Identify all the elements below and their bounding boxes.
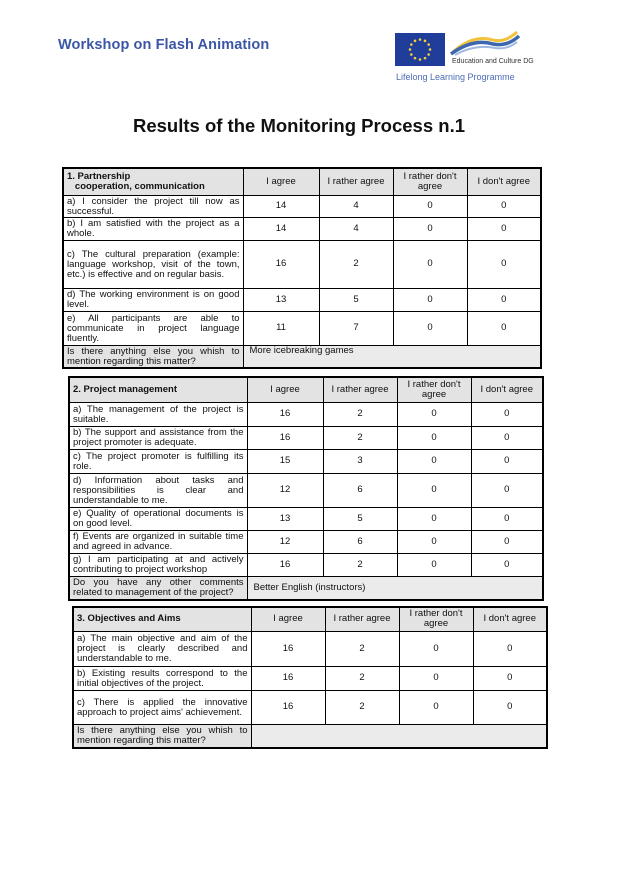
question: d) Information about tasks and responsibilities is clear and understandable to me. [69,473,247,507]
count-rather-agree: 4 [319,195,393,217]
section-title: 1. Partnership cooperation, communication [63,168,243,195]
count-rather-agree: 2 [323,553,397,576]
count-disagree: 0 [471,473,543,507]
count-agree: 14 [243,195,319,217]
count-rather-agree: 6 [323,530,397,553]
count-disagree: 0 [473,690,547,724]
table-row [63,217,541,240]
count-agree: 16 [247,402,323,426]
eu-flag-icon [395,33,445,66]
eu-star-icon [414,57,417,60]
count-rather-disagree: 0 [399,690,473,724]
count-rather-agree: 2 [323,426,397,449]
question: d) The working environment is on good level. [63,288,243,311]
eu-star-icon [424,57,427,60]
count-agree: 14 [243,217,319,240]
col-header-agree: I agree [243,168,319,195]
document-title: Results of the Monitoring Process n.1 [132,115,465,136]
count-agree: 16 [251,666,325,690]
count-agree: 11 [243,311,319,345]
count-rather-agree: 2 [325,631,399,666]
count-rather-agree: 2 [323,402,397,426]
count-rather-disagree: 0 [397,530,471,553]
question: e) Quality of operational documents is on good level. [69,507,247,530]
section-title: 2. Project management [69,377,247,402]
eu-star-icon [427,53,430,56]
count-disagree: 0 [471,426,543,449]
col-header-disagree: I don't agree [467,168,541,195]
count-rather-agree: 4 [319,217,393,240]
table-row [69,553,543,576]
eu-star-icon [424,40,427,43]
eu-star-icon [429,48,432,51]
count-agree: 16 [247,426,323,449]
count-rather-disagree: 0 [393,288,467,311]
table-row [69,426,543,449]
table-row [69,402,543,426]
count-rather-disagree: 0 [397,402,471,426]
count-agree: 12 [247,473,323,507]
count-agree: 16 [251,690,325,724]
table-row [63,288,541,311]
question: f) Events are organized in suitable time and agreed in advance. [69,530,247,553]
table-row [63,240,541,288]
table-row [69,507,543,530]
question: b) I am satisfied with the project as a whole. [63,217,243,240]
count-rather-agree: 2 [319,240,393,288]
count-rather-disagree: 0 [399,631,473,666]
col-header-rather-agree: I rather agree [319,168,393,195]
table-row [69,473,543,507]
count-rather-agree: 5 [323,507,397,530]
col-header-disagree: I don't agree [471,377,543,402]
education-culture-logo [449,28,521,56]
workshop-title: Workshop on Flash Animation [58,37,270,53]
count-agree: 15 [247,449,323,473]
question: g) I am participating at and actively contributing to project workshop [69,553,247,576]
eu-star-icon [410,43,413,46]
col-header-agree: I agree [247,377,323,402]
count-rather-disagree: 0 [397,449,471,473]
section-objectives-table [72,606,548,749]
count-rather-disagree: 0 [393,240,467,288]
question: a) The main objective and aim of the project is clearly described and understandable to me. [73,631,251,666]
count-disagree: 0 [467,195,541,217]
count-rather-disagree: 0 [393,217,467,240]
comment-row [63,345,541,368]
count-agree: 13 [247,507,323,530]
count-rather-agree: 7 [319,311,393,345]
col-header-disagree: I don't agree [473,607,547,631]
section-partnership-table [62,167,542,369]
count-disagree: 0 [471,449,543,473]
count-agree: 12 [247,530,323,553]
count-disagree: 0 [473,666,547,690]
count-disagree: 0 [467,217,541,240]
col-header-rather-disagree: I rather don't agree [399,607,473,631]
question: c) The cultural preparation (example: language workshop, visit of the town, etc.) is effective and on regular basis. [63,240,243,288]
count-rather-disagree: 0 [397,426,471,449]
col-header-rather-disagree: I rather don't agree [393,168,467,195]
comment-answer [251,724,547,748]
eu-star-icon [419,38,422,41]
count-disagree: 0 [467,240,541,288]
count-rather-agree: 3 [323,449,397,473]
count-disagree: 0 [473,631,547,666]
question: c) The project promoter is fulfilling its role. [69,449,247,473]
question: b) The support and assistance from the project promoter is adequate. [69,426,247,449]
question: e) All participants are able to communicate in project language fluently. [63,311,243,345]
count-disagree: 0 [467,288,541,311]
eu-star-icon [414,40,417,43]
comment-question: Is there anything else you whish to mention regarding this matter? [73,724,251,748]
count-disagree: 0 [467,311,541,345]
table-row [63,195,541,217]
question: a) The management of the project is suitable. [69,402,247,426]
eu-star-icon [409,48,412,51]
col-header-rather-disagree: I rather don't agree [397,377,471,402]
col-header-rather-agree: I rather agree [325,607,399,631]
eu-star-icon [427,43,430,46]
comment-question: Do you have any other comments related to management of the project? [69,576,247,600]
count-disagree: 0 [471,553,543,576]
count-rather-agree: 5 [319,288,393,311]
question: b) Existing results correspond to the initial objectives of the project. [73,666,251,690]
count-disagree: 0 [471,530,543,553]
count-disagree: 0 [471,507,543,530]
count-disagree: 0 [471,402,543,426]
table-row [69,530,543,553]
count-rather-disagree: 0 [399,666,473,690]
count-rather-disagree: 0 [393,195,467,217]
count-agree: 13 [243,288,319,311]
table-row [73,666,547,690]
table-row [73,690,547,724]
count-rather-agree: 2 [325,690,399,724]
comment-row [73,724,547,748]
col-header-agree: I agree [251,607,325,631]
table-row [69,449,543,473]
table-row [73,631,547,666]
eu-star-icon [410,53,413,56]
dg-label: Education and Culture DG [452,58,534,65]
comment-row [69,576,543,600]
count-rather-agree: 6 [323,473,397,507]
eu-star-icon [419,58,422,61]
section-title: 3. Objectives and Aims [73,607,251,631]
count-agree: 16 [247,553,323,576]
col-header-rather-agree: I rather agree [323,377,397,402]
programme-label: Lifelong Learning Programme [396,72,515,82]
count-rather-disagree: 0 [397,553,471,576]
count-rather-disagree: 0 [397,473,471,507]
count-rather-disagree: 0 [393,311,467,345]
comment-answer: More icebreaking games [243,345,541,368]
count-rather-agree: 2 [325,666,399,690]
section-project-management-table [68,376,544,601]
count-rather-disagree: 0 [397,507,471,530]
comment-answer: Better English (instructors) [247,576,543,600]
comment-question: Is there anything else you whish to mention regarding this matter? [63,345,243,368]
question: a) I consider the project till now as successful. [63,195,243,217]
question: c) There is applied the innovative approach to project aims' achievement. [73,690,251,724]
table-row [63,311,541,345]
count-agree: 16 [243,240,319,288]
count-agree: 16 [251,631,325,666]
